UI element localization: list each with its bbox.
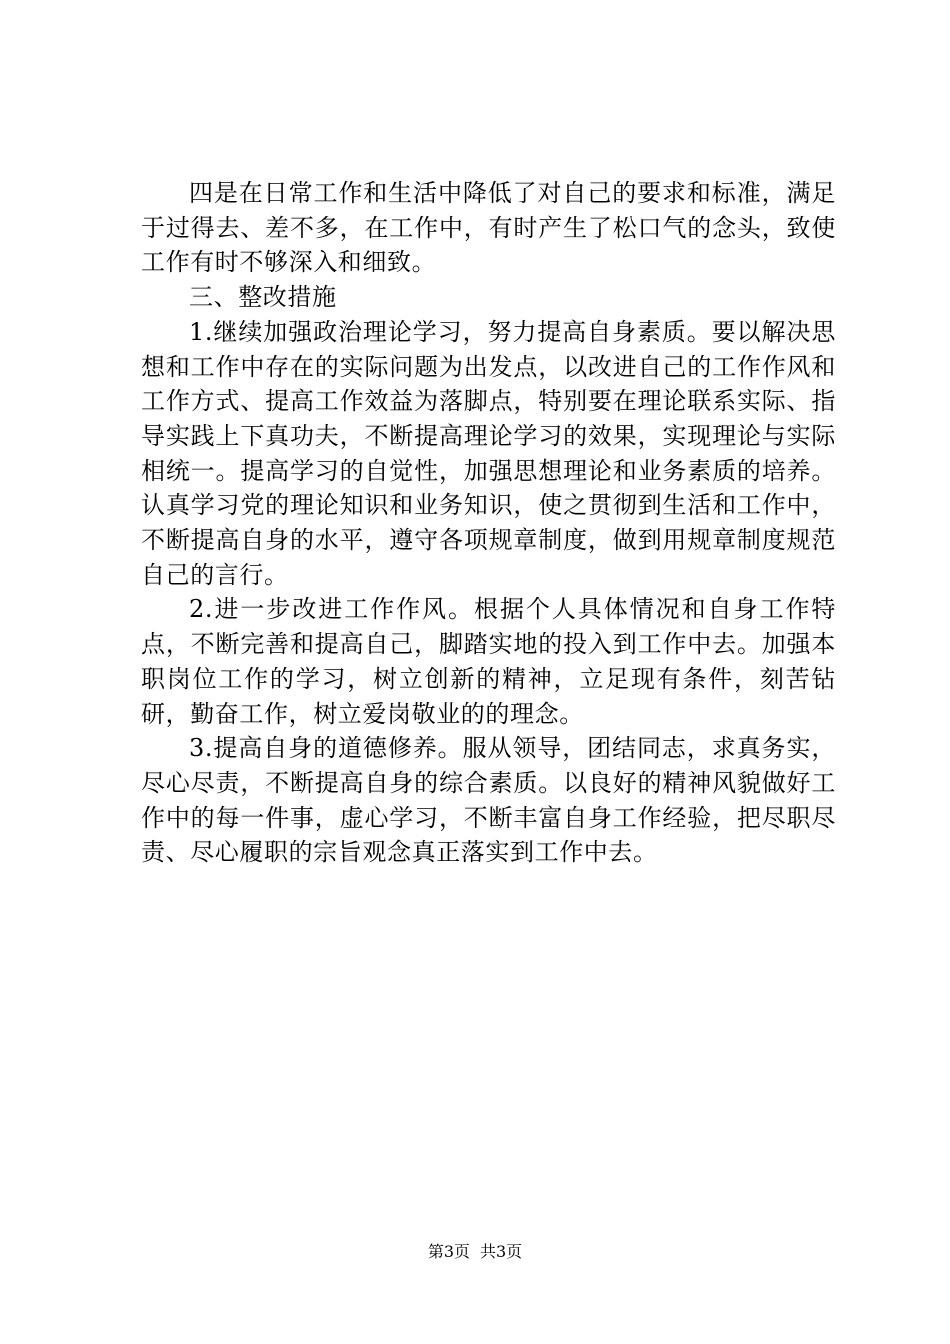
page-footer xyxy=(0,1241,950,1263)
page-number-current: 第3页 xyxy=(427,1242,470,1261)
document-body xyxy=(141,176,836,870)
page-number-total: 共3页 xyxy=(480,1242,523,1261)
paragraph-measure-1: 1.继续加强政治理论学习，努力提高自身素质。要以解决思想和工作中存在的实际问题为出发点，以改进自己的工作作风和工作方式、提高工作效益为落脚点，特别要在理论联系实际、指导实践上下真功夫，不断提高理论学习的效果，实现理论与实际相统一。提高学习的自觉性，加强思想理论和业务素质的培养。认真学习党的理论知识和业务知识，使之贯彻到生活和工作中，不断提高自身的水平，遵守各项规章制度，做到用规章制度规范自己的言行。 xyxy=(141,317,836,589)
paragraph-self-requirement: 四是在日常工作和生活中降低了对自己的要求和标准，满足于过得去、差不多，在工作中，有时产生了松口气的念头，致使工作有时不够深入和细致。 xyxy=(141,179,836,277)
paragraph-measure-2: 2.进一步改进工作作风。根据个人具体情况和自身工作特点，不断完善和提高自己，脚踏实地的投入到工作中去。加强本职岗位工作的学习，树立创新的精神，立足现有条件，刻苦钻研，勤奋工作，树立爱岗敬业的的理念。 xyxy=(141,595,836,728)
paragraph-measure-3: 3.提高自身的道德修养。服从领导，团结同志，求真务实，尽心尽责，不断提高自身的综合素质。以良好的精神风貌做好工作中的每一件事，虚心学习，不断丰富自身工作经验，把尽职尽责、尽心履职的宗旨观念真正落实到工作中去。 xyxy=(141,734,836,867)
section-heading-rectification-measures: 三、整改措施 xyxy=(189,283,337,312)
